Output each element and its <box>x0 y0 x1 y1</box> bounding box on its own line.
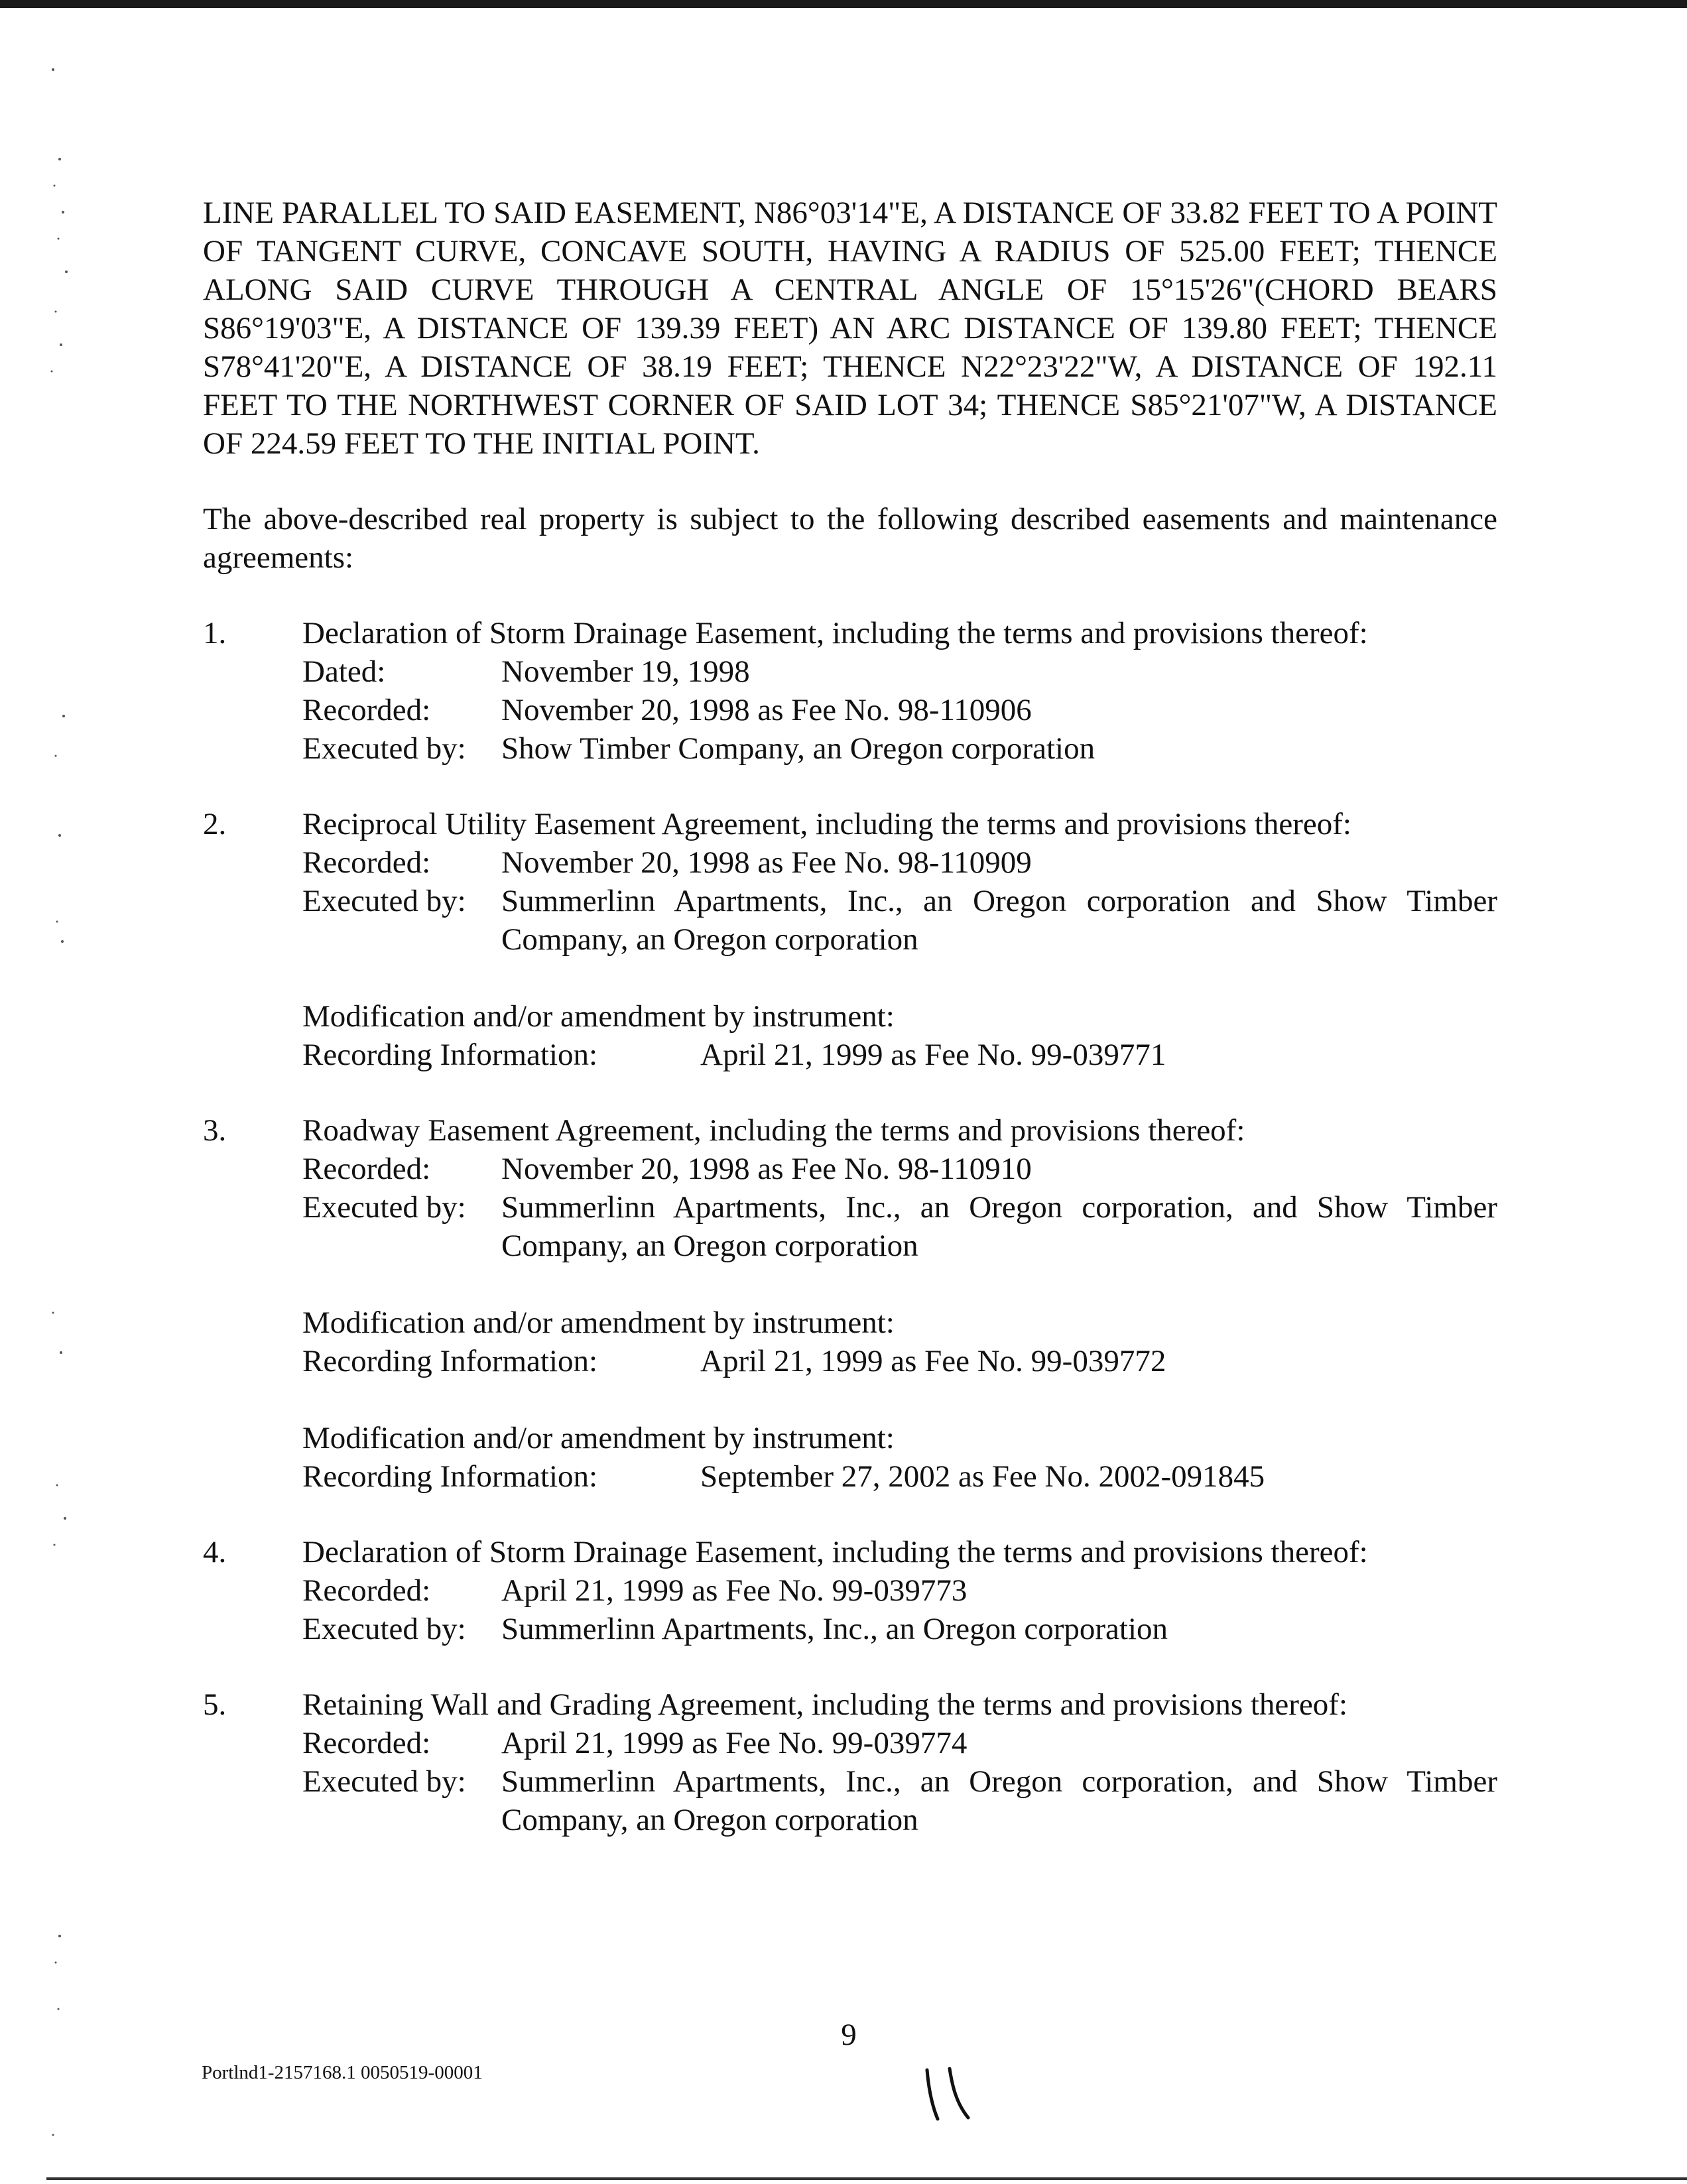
field-value: Show Timber Company, an Oregon corporation <box>501 731 1095 766</box>
field-value: November 19, 1998 <box>501 654 750 689</box>
item-field <box>302 1571 1497 1610</box>
modification-block <box>302 997 1497 1074</box>
field-value: April 21, 1999 as Fee No. 99-039771 <box>700 1038 1166 1072</box>
item-title: Reciprocal Utility Easement Agreement, including the terms and provisions thereof: <box>302 807 1351 841</box>
easement-list <box>203 614 1497 1839</box>
item-title: Retaining Wall and Grading Agreement, including the terms and provisions thereof: <box>302 1687 1348 1722</box>
modification-field <box>302 1342 1497 1380</box>
field-value: April 21, 1999 as Fee No. 99-039772 <box>700 1344 1166 1378</box>
top-scan-border <box>0 0 1687 8</box>
modification-heading: Modification and/or amendment by instrument: <box>302 1421 895 1455</box>
field-value: Summerlinn Apartments, Inc., an Oregon corporation and Show Timber Company, an Oregon corporation <box>501 884 1497 957</box>
field-value: November 20, 1998 as Fee No. 98-110909 <box>501 845 1032 880</box>
item-field <box>302 691 1497 729</box>
item-field <box>302 1610 1497 1648</box>
list-item <box>203 1685 1497 1839</box>
item-field <box>302 843 1497 882</box>
item-title: Declaration of Storm Drainage Easement, including the terms and provisions thereof: <box>302 616 1368 650</box>
modification-block <box>302 1304 1497 1380</box>
field-label: Recorded: <box>302 1152 431 1186</box>
item-field <box>302 1724 1497 1762</box>
document-body <box>203 194 1497 1876</box>
field-value: September 27, 2002 as Fee No. 2002-091845 <box>700 1459 1265 1494</box>
field-label: Recording Information: <box>302 1344 598 1378</box>
bottom-scan-border <box>46 2177 1687 2180</box>
item-body <box>302 1685 1497 1839</box>
field-label: Recorded: <box>302 845 431 880</box>
item-number: 2. <box>203 807 227 841</box>
field-label: Dated: <box>302 654 386 689</box>
field-label: Executed by: <box>302 1612 466 1646</box>
easements-intro: The above-described real property is subject to the following described easements and maintenance agreements: <box>203 502 1497 575</box>
list-item <box>203 1111 1497 1496</box>
field-label: Executed by: <box>302 1764 466 1799</box>
item-body <box>302 1533 1497 1648</box>
item-body <box>302 1111 1497 1496</box>
item-number: 1. <box>203 616 227 650</box>
handwritten-mark-icon <box>915 2066 981 2123</box>
item-number: 4. <box>203 1535 227 1569</box>
item-number: 5. <box>203 1687 227 1722</box>
field-label: Recorded: <box>302 1573 431 1608</box>
field-value: November 20, 1998 as Fee No. 98-110910 <box>501 1152 1032 1186</box>
modification-heading: Modification and/or amendment by instrument: <box>302 999 895 1034</box>
item-field <box>302 729 1497 768</box>
document-id-footer: Portlnd1-2157168.1 0050519-00001 <box>202 2062 483 2083</box>
item-field <box>302 1762 1497 1839</box>
field-label: Executed by: <box>302 1190 466 1225</box>
item-field <box>302 1188 1497 1265</box>
modification-field <box>302 1036 1497 1074</box>
list-item <box>203 805 1497 1074</box>
item-field <box>302 1150 1497 1188</box>
scan-speckles <box>0 0 133 2184</box>
list-item <box>203 1533 1497 1648</box>
page-number: 9 <box>841 2018 857 2052</box>
legal-description: LINE PARALLEL TO SAID EASEMENT, N86°03'14"E, A DISTANCE OF 33.82 FEET TO A POINT OF TANGENT CURVE, CONCAVE SOUTH, HAVING A RADIUS OF 525.00 FEET; THENCE ALONG SAID CURVE THROUGH A CENTRAL ANGLE OF 15°15'26"(CHORD BEARS S86°19'03"E, A DISTANCE OF 139.39 FEET) AN ARC DISTANCE OF 139.80 FEET; THENCE S78°41'20"E, A DISTANCE OF 38.19 FEET; THENCE N22°23'22"W, A DISTANCE OF 192.11 FEET TO THE NORTHWEST CORNER OF SAID LOT 34; THENCE S85°21'07"W, A DISTANCE OF 224.59 FEET TO THE INITIAL POINT. <box>203 196 1497 461</box>
item-body <box>302 805 1497 1074</box>
item-title: Roadway Easement Agreement, including the terms and provisions thereof: <box>302 1113 1245 1148</box>
modification-heading: Modification and/or amendment by instrument: <box>302 1305 895 1340</box>
field-value: Summerlinn Apartments, Inc., an Oregon corporation, and Show Timber Company, an Oregon corporation <box>501 1190 1497 1263</box>
field-value: April 21, 1999 as Fee No. 99-039773 <box>501 1573 968 1608</box>
item-title: Declaration of Storm Drainage Easement, including the terms and provisions thereof: <box>302 1535 1368 1569</box>
field-label: Executed by: <box>302 884 466 918</box>
field-value: November 20, 1998 as Fee No. 98-110906 <box>501 693 1032 727</box>
field-label: Recording Information: <box>302 1038 598 1072</box>
item-field <box>302 652 1497 691</box>
field-value: April 21, 1999 as Fee No. 99-039774 <box>501 1726 968 1760</box>
field-value: Summerlinn Apartments, Inc., an Oregon corporation <box>501 1612 1168 1646</box>
field-label: Recording Information: <box>302 1459 598 1494</box>
modification-field <box>302 1457 1497 1496</box>
item-number: 3. <box>203 1113 227 1148</box>
item-body <box>302 614 1497 768</box>
field-label: Executed by: <box>302 731 466 766</box>
modification-block <box>302 1419 1497 1496</box>
list-item <box>203 614 1497 768</box>
item-field <box>302 882 1497 959</box>
field-label: Recorded: <box>302 693 431 727</box>
field-label: Recorded: <box>302 1726 431 1760</box>
field-value: Summerlinn Apartments, Inc., an Oregon corporation, and Show Timber Company, an Oregon corporation <box>501 1764 1497 1837</box>
